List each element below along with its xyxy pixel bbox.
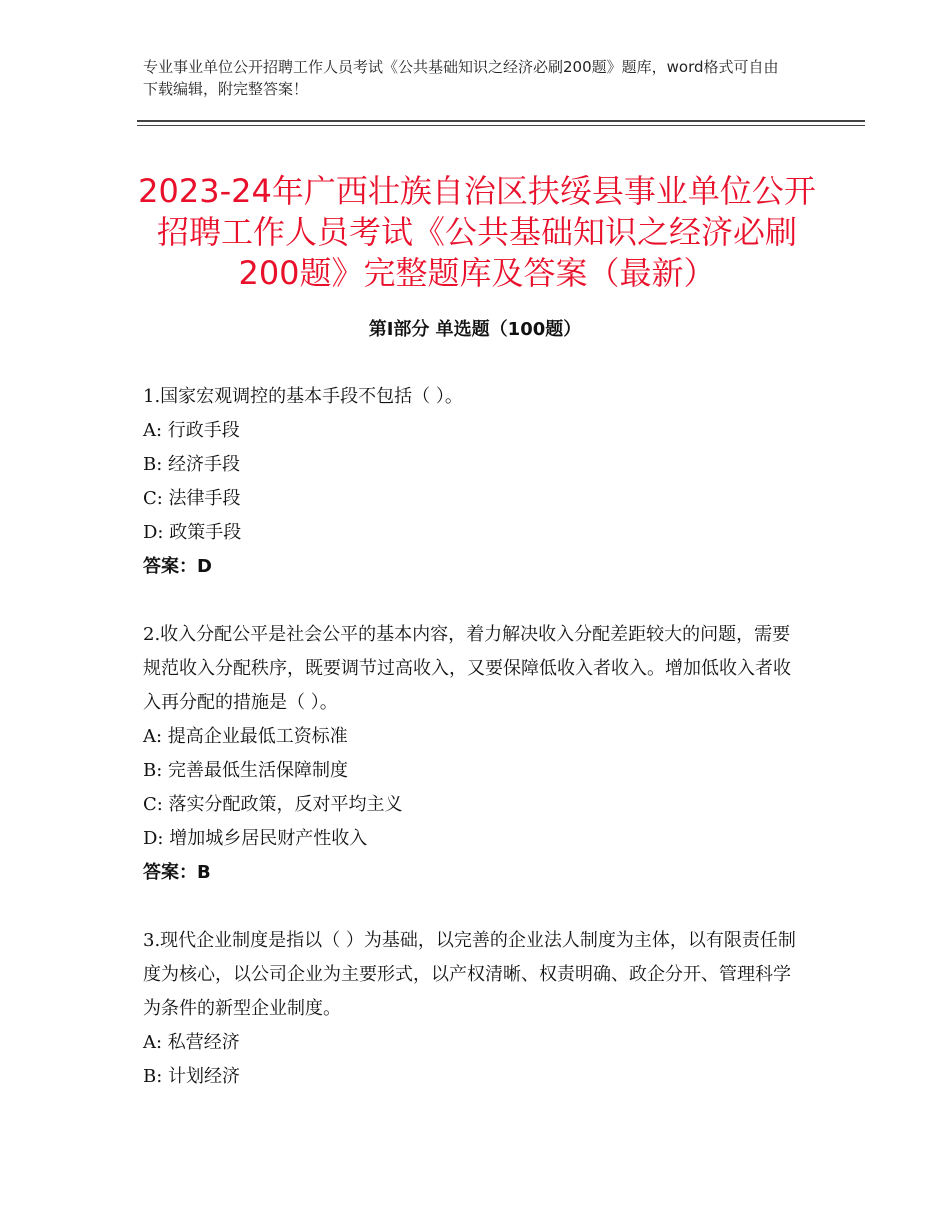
- question-1: [143, 380, 803, 584]
- question-stem: 2.收入分配公平是社会公平的基本内容，着力解决收入分配差距较大的问题，需要规范收入分配秩序，既要调节过高收入，又要保障低收入者收入。增加低收入者收入再分配的措施是（ ）。: [143, 624, 791, 713]
- header-divider: [137, 120, 865, 126]
- answer: 答案：D: [143, 556, 212, 577]
- option-a: A: 提高企业最低工资标准: [143, 726, 348, 747]
- option-a: A: 行政手段: [143, 420, 240, 441]
- option-d: D: 增加城乡居民财产性收入: [143, 828, 368, 849]
- document-title: 2023-24年广西壮族自治区扶绥县事业单位公开招聘工作人员考试《公共基础知识之经济必刷200题》完整题库及答案（最新）: [138, 172, 816, 293]
- question-stem: 3.现代企业制度是指以（ ）为基础，以完善的企业法人制度为主体，以有限责任制度为核心，以公司企业为主要形式，以产权清晰、权责明确、政企分开、管理科学为条件的新型企业制度。: [143, 930, 796, 1019]
- answer: 答案：B: [143, 862, 211, 883]
- section-heading: 第Ⅰ部分 单选题（100题）: [368, 319, 582, 340]
- option-a: A: 私营经济: [143, 1032, 240, 1053]
- option-b: B: 计划经济: [143, 1066, 241, 1087]
- option-c: C: 落实分配政策，反对平均主义: [143, 794, 403, 815]
- header-note: 专业事业单位公开招聘工作人员考试《公共基础知识之经济必刷200题》题库，word格式可自由下载编辑，附完整答案！: [143, 58, 779, 98]
- question-3: [143, 924, 803, 1094]
- option-b: B: 完善最低生活保障制度: [143, 760, 349, 781]
- question-list: [143, 380, 803, 1128]
- question-stem: 1.国家宏观调控的基本手段不包括（ ）。: [143, 386, 463, 407]
- question-2: [143, 618, 803, 890]
- option-c: C: 法律手段: [143, 488, 241, 509]
- option-b: B: 经济手段: [143, 454, 241, 475]
- option-d: D: 政策手段: [143, 522, 242, 543]
